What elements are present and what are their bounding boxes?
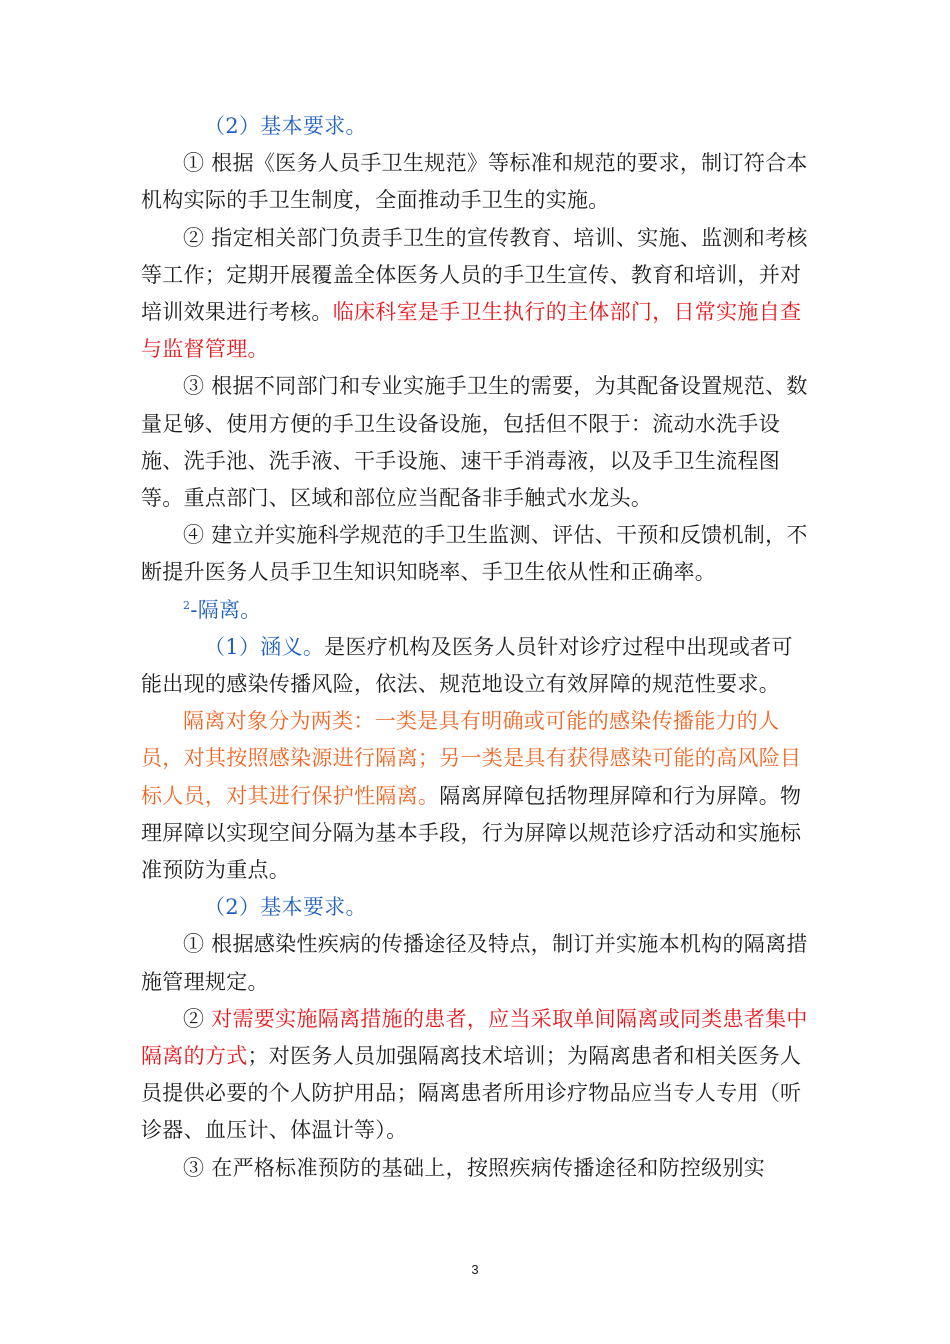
paragraph-hand-hygiene-training (141, 220, 809, 369)
paragraph-isolation-standard-precaution: ③ 在严格标准预防的基础上，按照疾病传播途径和防控级别实 (183, 1155, 766, 1180)
paragraph-isolation-targets (141, 703, 809, 889)
paragraph-isolation-measures (141, 1001, 809, 1150)
paragraph-text: ；对医务人员加强隔离技术培训；为隔离患者和相关医务人员提供必要的个人防护用品；隔离患者所用诊疗物品应当专人专用（听诊器、血压计、体温计等）。 (141, 1044, 802, 1143)
section-heading-basic-requirements-2: （2）基本要求。 (204, 895, 367, 920)
document-body (141, 108, 809, 1187)
section-title-text: -隔离。 (190, 597, 262, 622)
paragraph-isolation-definition (141, 629, 809, 703)
paragraph-text: ② 指定相关部门负责手卫生的宣传教育、培训、实施、监测和考核等工作；定期开展覆盖全体医务人员的手卫生宣传、教育和培训，并对培训效果进行考核。 (141, 225, 808, 325)
paragraph-hand-hygiene-policy: ① 根据《医务人员手卫生规范》等标准和规范的要求，制订符合本机构实际的手卫生制度，全面推动手卫生的实施。 (141, 151, 808, 213)
highlight-red-text: 对需要实施隔离措施的患者，应当采取单间隔离或同类患者集中隔离的方式 (141, 1006, 808, 1069)
section-number: 2 (183, 598, 191, 612)
definition-label: （1）涵义。 (204, 634, 325, 659)
paragraph-hand-hygiene-facilities: ③ 根据不同部门和专业实施手卫生的需要，为其配备设置规范、数量足够、使用方便的手卫生设备设施，包括但不限于：流动水洗手设施、洗手池、洗手液、干手设施、速干手消毒液，以及手卫生流程图等。重点部门、区域和部位应当配备非手触式水龙头。 (141, 374, 808, 511)
definition-text: 是医疗机构及医务人员针对诊疗过程中出现或者可能出现的感染传播风险，依法、规范地设立有效屏障的规范性要求。 (141, 634, 793, 697)
paragraph-isolation-rules: ① 根据感染性疾病的传播途径及特点，制订并实施本机构的隔离措施管理规定。 (141, 932, 808, 994)
highlight-red-text: 临床科室是手卫生执行的主体部门，日常实施自查与监督管理。 (141, 300, 802, 362)
paragraph-text: 隔离屏障包括物理屏障和行为屏障。物理屏障以实现空间分隔为基本手段，行为屏障以规范诊疗活动和实施标准预防为重点。 (141, 783, 802, 883)
item-number: ② (183, 1006, 212, 1031)
paragraph-hand-hygiene-monitoring: ④ 建立并实施科学规范的手卫生监测、评估、干预和反馈机制，不断提升医务人员手卫生知识知晓率、手卫生依从性和正确率。 (141, 523, 808, 585)
page-number: 3 (471, 1262, 479, 1277)
highlight-orange-text: 隔离对象分为两类：一类是具有明确或可能的感染传播能力的人员，对其按照感染源进行隔离；另一类是具有获得感染可能的高风险目标人员，对其进行保护性隔离。 (141, 709, 802, 808)
section-heading-basic-requirements: （2）基本要求。 (204, 114, 367, 138)
section-title-isolation (141, 592, 809, 629)
